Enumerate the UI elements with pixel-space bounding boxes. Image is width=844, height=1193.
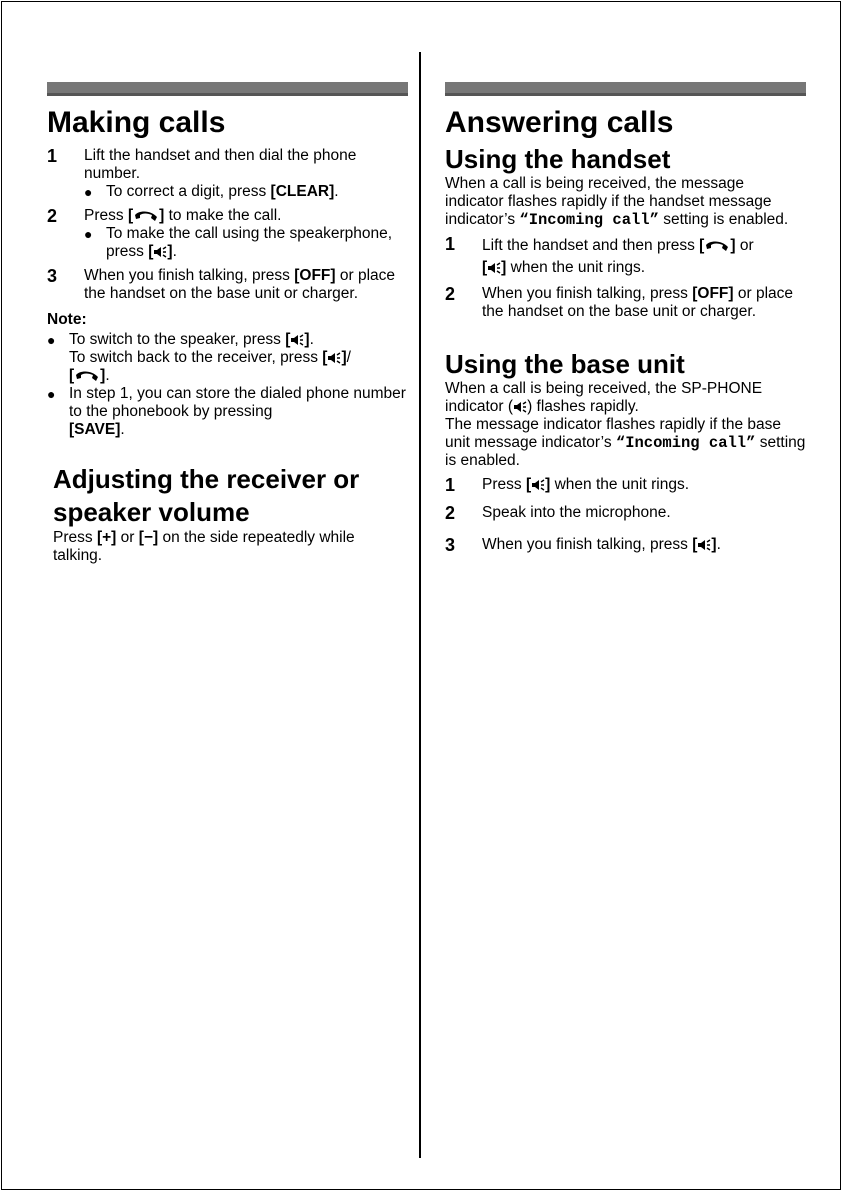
step-number: 3 xyxy=(47,266,58,286)
handset-step-2: 2 When you finish talking, press [OFF] or place the handset on the base unit or charger. xyxy=(445,284,794,320)
column-divider xyxy=(419,52,421,1158)
talk-icon xyxy=(704,239,730,253)
base-step-2 xyxy=(445,504,806,522)
bullet-dot-icon: ● xyxy=(84,226,93,242)
adjust-volume-heading: Adjusting the receiver or speaker volume xyxy=(53,464,360,527)
volume-up-key: [+] xyxy=(96,529,117,546)
talk-key: [ ] xyxy=(69,367,106,384)
speaker-icon xyxy=(487,262,501,274)
left-column xyxy=(47,82,408,565)
volume-down-key: [−] xyxy=(138,529,159,546)
right-column xyxy=(445,82,806,554)
step-number: 2 xyxy=(445,284,456,304)
step-number: 1 xyxy=(445,234,456,254)
step-text: Press xyxy=(84,207,124,224)
making-step-3: 3 When you finish talking, press [OFF] or place the handset on the base unit or charger. xyxy=(47,266,396,302)
note-label: Note: xyxy=(47,311,87,328)
answering-calls-heading: Answering calls xyxy=(445,106,674,139)
speaker-icon xyxy=(290,334,304,346)
adjust-volume-text: Press [+] or [−] on the side repeatedly while talking. xyxy=(53,529,355,564)
base-step-1: 1 Press [ ] when the unit rings. xyxy=(445,475,690,495)
step-number: 3 xyxy=(445,535,456,555)
speaker-icon xyxy=(327,352,341,364)
bullet-text: To make the call using the speakerphone, press xyxy=(106,225,393,260)
step-number: 2 xyxy=(47,206,58,226)
speaker-key: [ ] xyxy=(525,476,551,493)
step-number: 1 xyxy=(47,146,58,166)
using-base-unit-heading: Using the base unit xyxy=(445,349,685,379)
talk-key: [ ] xyxy=(127,207,165,224)
handset-intro: When a call is being received, the message indicator flashes rapidly if the handset message indicator’s “Incoming call” setting is enabled. xyxy=(445,175,789,229)
bullet-text: To correct a digit, press xyxy=(106,183,267,200)
step-text: Speak into the microphone. xyxy=(482,504,671,521)
section-rule-bar xyxy=(47,82,408,96)
clear-key: [CLEAR] xyxy=(270,183,335,200)
save-key: [SAVE] xyxy=(69,421,121,438)
speaker-key: [ ] xyxy=(148,243,173,260)
adjust-volume-section xyxy=(53,463,408,565)
step-number: 1 xyxy=(445,475,456,495)
bullet-dot-icon: ● xyxy=(47,332,56,348)
step-bullet: ● To make the call using the speakerphone, press [ ]. xyxy=(84,225,393,260)
step-bullet: ● To correct a digit, press [CLEAR]. xyxy=(84,183,339,200)
making-step-2: 2 Press [ ] to make the call. ● To make the call using the speakerphone, press [ ]. xyxy=(47,207,408,261)
base-unit-intro: When a call is being received, the SP-PHONE indicator ( ) flashes rapidly. The message indicator flashes rapidly if the base unit message indicator’s “Incoming call” setting is enabled. xyxy=(445,380,806,469)
note-item-1: ● To switch to the speaker, press [ ]. To switch back to the receiver, press [ ]/ [ ]. xyxy=(47,331,351,384)
speaker-key: [ ] xyxy=(285,331,310,348)
step-text: When you finish talking, press xyxy=(84,267,290,284)
bullet-dot-icon: ● xyxy=(47,386,56,402)
step-number: 2 xyxy=(445,503,456,523)
using-handset-heading: Using the handset xyxy=(445,144,671,174)
speaker-icon xyxy=(513,401,527,413)
note-item-2: ● In step 1, you can store the dialed phone number to the phonebook by pressing [SAVE]. xyxy=(47,385,406,438)
off-key: [OFF] xyxy=(294,267,336,284)
incoming-call-setting: “Incoming call” xyxy=(615,434,756,452)
handset-step-1: 1 Lift the handset and then press [ ] or [ ] when the unit rings. xyxy=(445,235,806,279)
talk-icon xyxy=(74,369,100,383)
base-step-3: 3 When you finish talking, press [ ]. xyxy=(445,535,721,555)
talk-icon xyxy=(133,209,159,223)
section-rule-bar xyxy=(445,82,806,96)
speaker-icon xyxy=(697,539,711,551)
making-step-1 xyxy=(47,147,408,201)
bullet-dot-icon: ● xyxy=(84,184,93,200)
speaker-key: [ ] xyxy=(482,259,507,276)
making-calls-heading: Making calls xyxy=(47,106,226,139)
speaker-icon xyxy=(531,479,545,491)
speaker-key: [ ] xyxy=(322,349,347,366)
talk-key: [ ] xyxy=(699,237,736,254)
speaker-key: [ ] xyxy=(692,536,717,553)
off-key: [OFF] xyxy=(692,285,734,302)
speaker-icon xyxy=(153,246,167,258)
incoming-call-setting: “Incoming call” xyxy=(519,211,659,229)
step-text: Lift the handset and then dial the phone number. xyxy=(84,147,357,182)
